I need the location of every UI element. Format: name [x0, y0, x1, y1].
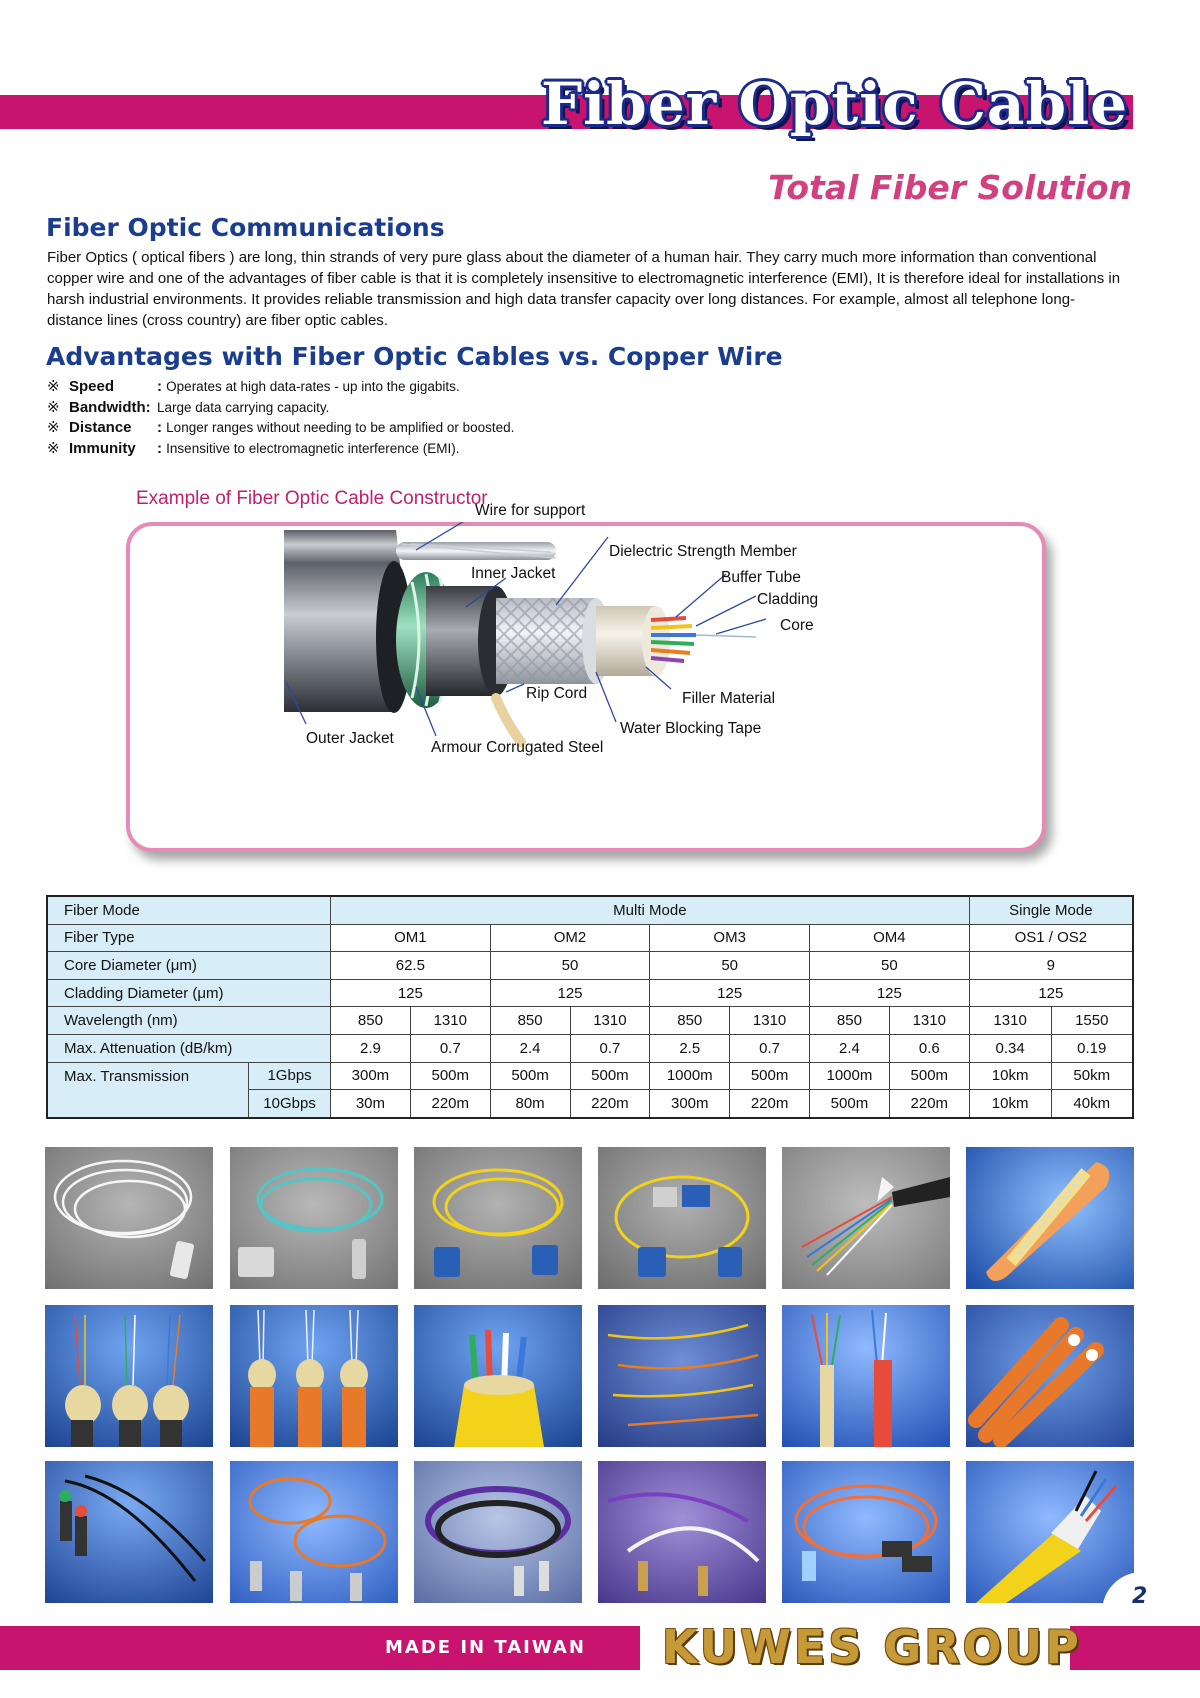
table-cell: 1000m	[650, 1062, 730, 1090]
table-cell: 500m	[410, 1062, 490, 1090]
table-cell: 0.7	[410, 1034, 490, 1062]
label-water-blocking-tape: Water Blocking Tape	[620, 720, 762, 737]
product-photo-colored-fibers	[598, 1305, 766, 1447]
fiber-spec-table	[46, 895, 1134, 1119]
product-photo-adapter-set	[598, 1147, 766, 1289]
table-cell: 40km	[1051, 1090, 1133, 1118]
table-row-cladding-diameter	[47, 979, 1133, 1007]
row-label: Fiber Type	[47, 924, 331, 952]
label-cladding: Cladding	[757, 591, 819, 608]
table-cell: 50	[490, 952, 650, 980]
table-cell: 850	[810, 1007, 890, 1035]
table-cell: 500m	[810, 1090, 890, 1118]
table-cell: OM1	[331, 924, 491, 952]
table-cell: 850	[331, 1007, 411, 1035]
advantage-term: Distance	[69, 419, 132, 436]
label-core: Core	[780, 617, 814, 634]
table-cell: 125	[969, 979, 1133, 1007]
product-photo-black-patch-cords	[45, 1461, 213, 1603]
table-cell: 50km	[1051, 1062, 1133, 1090]
table-cell: 300m	[650, 1090, 730, 1118]
table-cell: 2.4	[490, 1034, 570, 1062]
diagram-caption: Example of Fiber Optic Cable Constructor	[136, 488, 488, 509]
product-photo-yellow-breakout-cable	[966, 1461, 1134, 1603]
table-cell: 2.9	[331, 1034, 411, 1062]
table-cell: OM2	[490, 924, 650, 952]
table-cell: 1000m	[810, 1062, 890, 1090]
table-cell: 220m	[410, 1090, 490, 1118]
intro-heading: Fiber Optic Communications	[46, 213, 445, 242]
table-cell: 500m	[889, 1062, 969, 1090]
table-row-wavelength	[47, 1007, 1133, 1035]
product-photo-purple-black-cords	[414, 1461, 582, 1603]
table-cell: 125	[331, 979, 491, 1007]
row-label: Max. Transmission	[47, 1062, 249, 1118]
label-dielectric-strength-member: Dielectric Strength Member	[609, 543, 797, 560]
advantage-desc: Large data carrying capacity.	[157, 399, 330, 415]
advantage-item-distance	[47, 418, 514, 439]
table-cell: 50	[810, 952, 970, 980]
product-photo-breakout-fibers	[782, 1147, 950, 1289]
table-row-transmission-1gbps	[47, 1062, 1133, 1090]
table-cell: 500m	[490, 1062, 570, 1090]
brand-logo-text: KUWES GROUP	[662, 1620, 1082, 1674]
table-cell: 500m	[730, 1062, 810, 1090]
table-cell: 62.5	[331, 952, 491, 980]
table-cell: 1550	[1051, 1007, 1133, 1035]
bullet-mark: ※	[47, 419, 60, 436]
table-cell: 850	[490, 1007, 570, 1035]
table-row-attenuation	[47, 1034, 1133, 1062]
advantage-term: Immunity	[69, 439, 136, 457]
table-cell: 2.5	[650, 1034, 730, 1062]
table-cell: 125	[810, 979, 970, 1007]
speed-label: 1Gbps	[249, 1062, 331, 1090]
product-photo-orange-patch-cords	[230, 1461, 398, 1603]
label-filler-material: Filler Material	[682, 690, 776, 707]
label-buffer-tube: Buffer Tube	[721, 569, 801, 586]
table-cell: 125	[490, 979, 650, 1007]
label-armour-corrugated-steel: Armour Corrugated Steel	[431, 739, 604, 756]
table-cell: 0.34	[969, 1034, 1051, 1062]
page-number: 2	[1132, 1584, 1148, 1609]
advantages-list	[47, 377, 514, 459]
product-photo-indoor-cables	[45, 1305, 213, 1447]
advantage-sep: :	[157, 419, 162, 436]
table-cell: OS1 / OS2	[969, 924, 1133, 952]
table-cell: 2.4	[810, 1034, 890, 1062]
multi-mode-header: Multi Mode	[331, 896, 970, 924]
table-cell: 300m	[331, 1062, 411, 1090]
product-photo-aqua-patch-cord	[230, 1147, 398, 1289]
product-photo-cable-closeup-blue	[966, 1147, 1134, 1289]
table-cell: 1310	[969, 1007, 1051, 1035]
rip-cord-shape	[496, 698, 521, 742]
table-cell: 220m	[730, 1090, 810, 1118]
table-cell: OM4	[810, 924, 970, 952]
table-cell: 1310	[410, 1007, 490, 1035]
bullet-mark: ※	[47, 378, 60, 395]
table-cell: 80m	[490, 1090, 570, 1118]
table-cell: 220m	[889, 1090, 969, 1118]
page-title: Fiber Optic Cable	[540, 70, 1128, 138]
page-subtitle: Total Fiber Solution	[768, 168, 1132, 207]
product-photo-yellow-patch-cord	[414, 1147, 582, 1289]
advantage-item-speed	[47, 377, 514, 398]
advantage-desc: Operates at high data-rates - up into the gigabits.	[166, 379, 460, 394]
row-label: Cladding Diameter (μm)	[47, 979, 331, 1007]
table-cell: 850	[650, 1007, 730, 1035]
table-cell: 9	[969, 952, 1133, 980]
advantage-desc: Insensitive to electromagnetic interference (EMI).	[166, 440, 460, 456]
label-wire-for-support: Wire for support	[475, 502, 586, 519]
table-cell: 30m	[331, 1090, 411, 1118]
product-photo-orange-tube-bundle	[966, 1305, 1134, 1447]
table-cell: 50	[650, 952, 810, 980]
bullet-mark: ※	[47, 439, 60, 457]
table-row-fiber-type	[47, 924, 1133, 952]
row-label: Wavelength (nm)	[47, 1007, 331, 1035]
table-cell: OM3	[650, 924, 810, 952]
table-cell: 10km	[969, 1090, 1051, 1118]
advantage-sep: :	[157, 439, 162, 457]
table-cell: 1310	[570, 1007, 650, 1035]
advantage-desc: Longer ranges without needing to be amplified or boosted.	[166, 420, 515, 435]
advantages-heading: Advantages with Fiber Optic Cables vs. Copper Wire	[46, 342, 783, 371]
table-cell: 0.6	[889, 1034, 969, 1062]
table-cell: 0.7	[570, 1034, 650, 1062]
advantage-item-bandwidth	[47, 398, 514, 419]
intro-paragraph: Fiber Optics ( optical fibers ) are long, thin strands of very pure glass about the diameter of a human hair. They carry much more information than conventional copper wire and one of the advantages of fiber cable is that it is completely insensitive to electromagnetic interference (EMI), It is therefore ideal for installations in harsh industrial environments. It provides reliable transmission and high data transfer capacity over long distances. For example, almost all telephone long-distance lines (cross country) are fiber optic cables.	[47, 249, 1121, 329]
advantage-sep: :	[157, 378, 162, 395]
table-cell: 220m	[570, 1090, 650, 1118]
strength-member-pattern	[496, 598, 596, 684]
table-row-fiber-mode	[47, 896, 1133, 924]
label-inner-jacket: Inner Jacket	[471, 565, 556, 582]
table-cell: 1310	[889, 1007, 969, 1035]
table-cell: 10km	[969, 1062, 1051, 1090]
table-cell: 500m	[570, 1062, 650, 1090]
table-cell: 0.7	[730, 1034, 810, 1062]
advantage-item-immunity	[47, 439, 514, 460]
single-mode-header: Single Mode	[969, 896, 1133, 924]
table-row-core-diameter	[47, 952, 1133, 980]
product-photo-white-patch-cord	[45, 1147, 213, 1289]
row-label: Max. Attenuation (dB/km)	[47, 1034, 331, 1062]
made-in-taiwan-text: MADE IN TAIWAN	[385, 1637, 586, 1658]
label-rip-cord: Rip Cord	[526, 685, 588, 702]
product-photo-orange-st-cords	[782, 1461, 950, 1603]
table-cell: 1310	[730, 1007, 810, 1035]
bullet-mark: ※	[47, 398, 60, 416]
table-cell: 0.19	[1051, 1034, 1133, 1062]
label-outer-jacket: Outer Jacket	[306, 730, 394, 747]
row-label: Core Diameter (μm)	[47, 952, 331, 980]
product-photo-breakout-kit	[782, 1305, 950, 1447]
product-photo-purple-white-cords	[598, 1461, 766, 1603]
row-label: Fiber Mode	[47, 896, 331, 924]
advantage-term: Bandwidth:	[69, 398, 151, 416]
advantage-term: Speed	[69, 378, 115, 395]
speed-label: 10Gbps	[249, 1090, 331, 1118]
table-cell: 125	[650, 979, 810, 1007]
product-photo-orange-distribution-cables	[230, 1305, 398, 1447]
product-photo-yellow-multicore-cable	[414, 1305, 582, 1447]
